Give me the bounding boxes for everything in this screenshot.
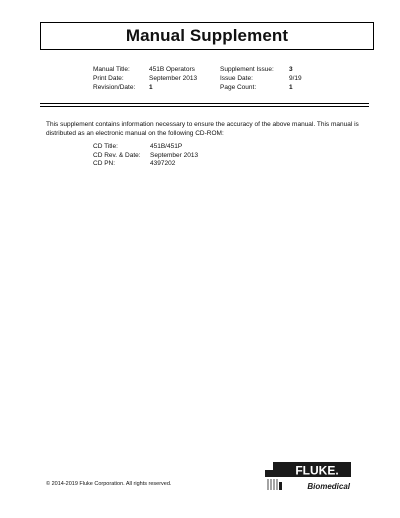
divider-rule xyxy=(40,103,369,104)
manual-info-block xyxy=(93,66,197,92)
info-value: 451B Operators xyxy=(149,66,195,73)
info-value: September 2013 xyxy=(149,74,198,82)
supplement-info-block xyxy=(220,66,302,92)
document-title: Manual Supplement xyxy=(125,26,289,45)
info-row-page-count xyxy=(220,84,302,93)
info-label: Manual Title: xyxy=(93,66,130,73)
body-paragraph: This supplement contains information necessary to ensure the accuracy of the above manual. This manual is distributed as an electronic manual on the following CD-ROM: xyxy=(46,121,359,137)
logo-division-text: Biomedical xyxy=(307,482,350,491)
info-value: 1 xyxy=(289,83,293,91)
title-box xyxy=(40,22,374,50)
cd-row-pn xyxy=(93,160,198,169)
cd-row-rev-date xyxy=(93,152,198,161)
copyright-notice: © 2014-2019 Fluke Corporation. All rights reserved. xyxy=(46,481,172,487)
info-row-manual-title xyxy=(93,66,197,75)
info-label: Revision/Date: xyxy=(93,83,136,91)
divider-rule xyxy=(40,106,369,107)
cd-value: September 2013 xyxy=(150,151,199,159)
info-label: Issue Date: xyxy=(220,74,253,82)
info-value: 1 xyxy=(149,83,153,91)
cd-label: CD Rev. & Date: xyxy=(93,151,141,159)
info-label: Supplement Issue: xyxy=(220,66,274,73)
fluke-biomedical-logo-icon xyxy=(265,460,351,491)
logo-brand-text: FLUKE. xyxy=(295,463,339,478)
info-row-issue-date xyxy=(220,75,302,84)
cd-value: 4397202 xyxy=(150,160,176,168)
logo-bar xyxy=(279,482,282,490)
cd-row-title xyxy=(93,143,198,152)
info-value: 9/19 xyxy=(289,74,302,82)
info-row-revision-date xyxy=(93,84,197,93)
info-row-supplement-issue xyxy=(220,66,302,75)
cd-label: CD PN: xyxy=(93,160,116,168)
cd-label: CD Title: xyxy=(93,143,118,150)
info-row-print-date xyxy=(93,75,197,84)
info-label: Print Date: xyxy=(93,74,124,82)
cd-value: 451B/451P xyxy=(150,143,183,150)
info-value: 3 xyxy=(289,66,293,73)
cd-info-block xyxy=(93,143,198,169)
info-label: Page Count: xyxy=(220,83,257,91)
